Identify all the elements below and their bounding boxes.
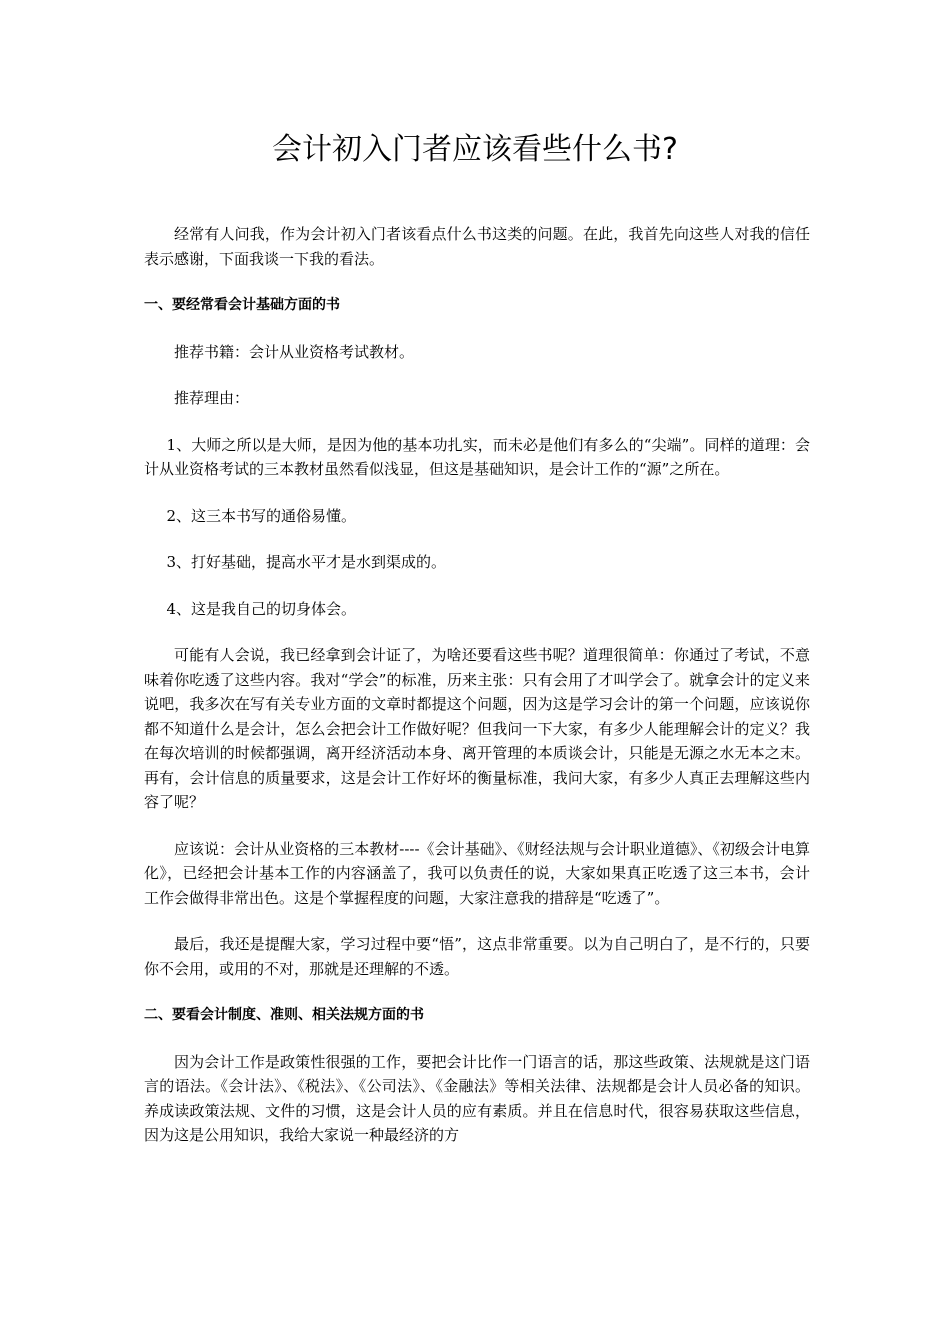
recommended-books: 推荐书籍：会计从业资格考试教材。	[174, 342, 415, 361]
reason-item-1: 1、大师之所以是大师，是因为他的基本功扎实，而未必是他们有多么的“尖端”。同样的道理：会计从业资格考试的三本教材虽然看似浅显，但这是基础知识，是会计工作的“源”之所在。	[144, 435, 810, 478]
section-1-paragraph-2: 应该说：会计从业资格的三本教材----《会计基础》、《财经法规与会计职业道德》、《初级会计电算化》，已经把会计基本工作的内容涵盖了，我可以负责任的说，大家如果真正吃透了这三本书，会计工作会做得非常出色。这是个掌握程度的问题，大家注意我的措辞是“吃透了”。	[144, 839, 810, 907]
reason-item-3: 3、打好基础，提高水平才是水到渠成的。	[166, 553, 447, 571]
section-2-heading: 二、要看会计制度、准则、相关法规方面的书	[144, 1007, 424, 1023]
section-1-heading: 一、要经常看会计基础方面的书	[144, 297, 340, 313]
reasons-label: 推荐理由：	[174, 389, 250, 407]
intro-paragraph: 经常有人问我，作为会计初入门者该看点什么书这类的问题。在此，我首先向这些人对我的信任表示感谢，下面我谈一下我的看法。	[144, 225, 810, 268]
section-2-paragraph: 因为会计工作是政策性很强的工作，要把会计比作一门语言的话，那这些政策、法规就是这门语言的语法。《会计法》、《税法》、《公司法》、《金融法》等相关法律、法规都是会计人员必备的知识。养成读政策法规、文件的习惯，这是会计人员的应有素质。并且在信息时代，很容易获取这些信息，因为这是公用知识，我给大家说一种最经济的方	[144, 1052, 810, 1144]
reason-item-2: 2、这三本书写的通俗易懂。	[166, 506, 357, 525]
document-body	[144, 222, 810, 1148]
section-1-paragraph-3: 最后，我还是提醒大家，学习过程中要“悟”，这点非常重要。以为自己明白了，是不行的，只要你不会用，或用的不对，那就是还理解的不透。	[144, 935, 810, 978]
document-title: 会计初入门者应该看些什么书?	[272, 132, 678, 167]
section-1-paragraph-1: 可能有人会说，我已经拿到会计证了，为啥还要看这些书呢？道理很简单：你通过了考试，不意味着你吃透了这些内容。我对“学会”的标准，历来主张：只有会用了才叫学会了。就拿会计的定义来说吧，我多次在写有关专业方面的文章时都提这个问题，因为这是学习会计的第一个问题，应该说你都不知道什么是会计，怎么会把会计工作做好呢？但我问一下大家，有多少人能理解会计的定义？我在每次培训的时候都强调，离开经济活动本身、离开管理的本质谈会计，只能是无源之水无本之末。再有，会计信息的质量要求，这是会计工作好坏的衡量标准，我问大家，有多少人真正去理解这些内容了呢？	[144, 646, 810, 811]
reason-item-4: 4、这是我自己的切身体会。	[166, 599, 357, 618]
